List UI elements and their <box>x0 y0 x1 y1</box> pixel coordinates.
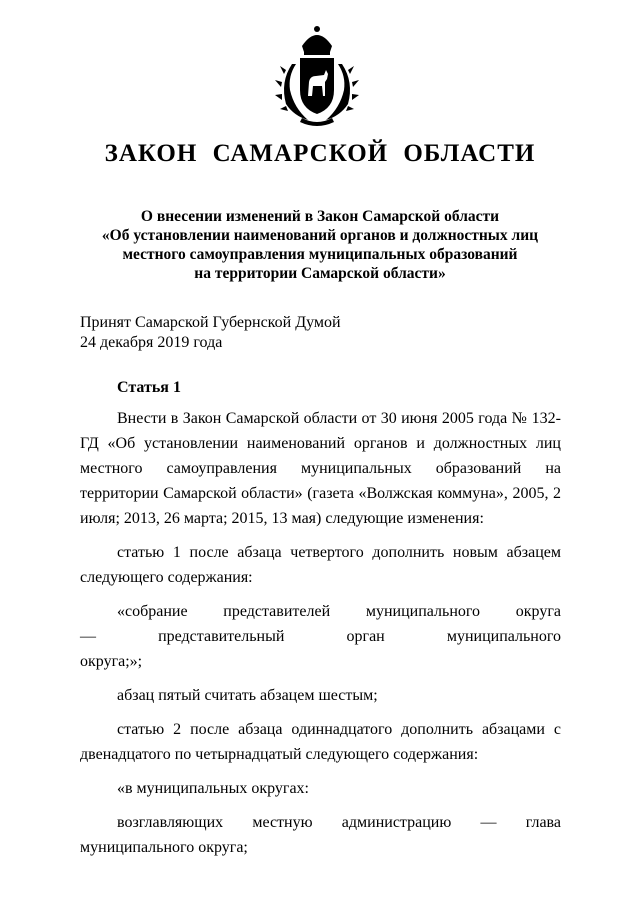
article-paragraph: «собрание представителей муниципального округа — представительный орган муниципального округа;»; <box>80 603 561 670</box>
article-paragraph: «в муниципальных округах: <box>117 780 309 797</box>
adoption-date: 24 декабря 2019 года <box>80 334 223 351</box>
subtitle-line: местного самоуправления муниципальных образований <box>122 246 518 263</box>
article-paragraph: возглавляющих местную администрацию — глава муниципального округа; <box>80 814 561 856</box>
law-title: ЗАКОН САМАРСКОЙ ОБЛАСТИ <box>104 140 536 167</box>
article-body <box>80 406 561 869</box>
article-paragraph: статью 2 после абзаца одиннадцатого дополнить абзацами с двенадцатого по четырнадцатый следующего содержания: <box>80 721 561 763</box>
article-paragraph: абзац пятый считать абзацем шестым; <box>117 687 378 704</box>
coat-of-arms-emblem <box>272 24 362 128</box>
subtitle-line: «Об установлении наименований органов и должностных лиц <box>101 227 539 244</box>
subtitle-line: О внесении изменений в Закон Самарской области <box>140 208 500 225</box>
adoption-line: Принят Самарской Губернской Думой <box>80 314 341 331</box>
article-heading: Статья 1 <box>117 379 181 396</box>
article-paragraph: статью 1 после абзаца четвертого дополнить новым абзацем следующего содержания: <box>80 544 561 586</box>
adoption-info <box>80 313 341 353</box>
subtitle-line: на территории Самарской области» <box>194 265 446 282</box>
article-paragraph: Внести в Закон Самарской области от 30 июня 2005 года № 132-ГД «Об установлении наименований органов и должностных лиц местного самоуправления муниципальных образований на территории Самарской области» (газета «Волжская коммуна», 2005, 2 июля; 2013, 26 марта; 2015, 13 мая) следующие изменения: <box>80 410 561 527</box>
law-subtitle <box>0 207 640 283</box>
